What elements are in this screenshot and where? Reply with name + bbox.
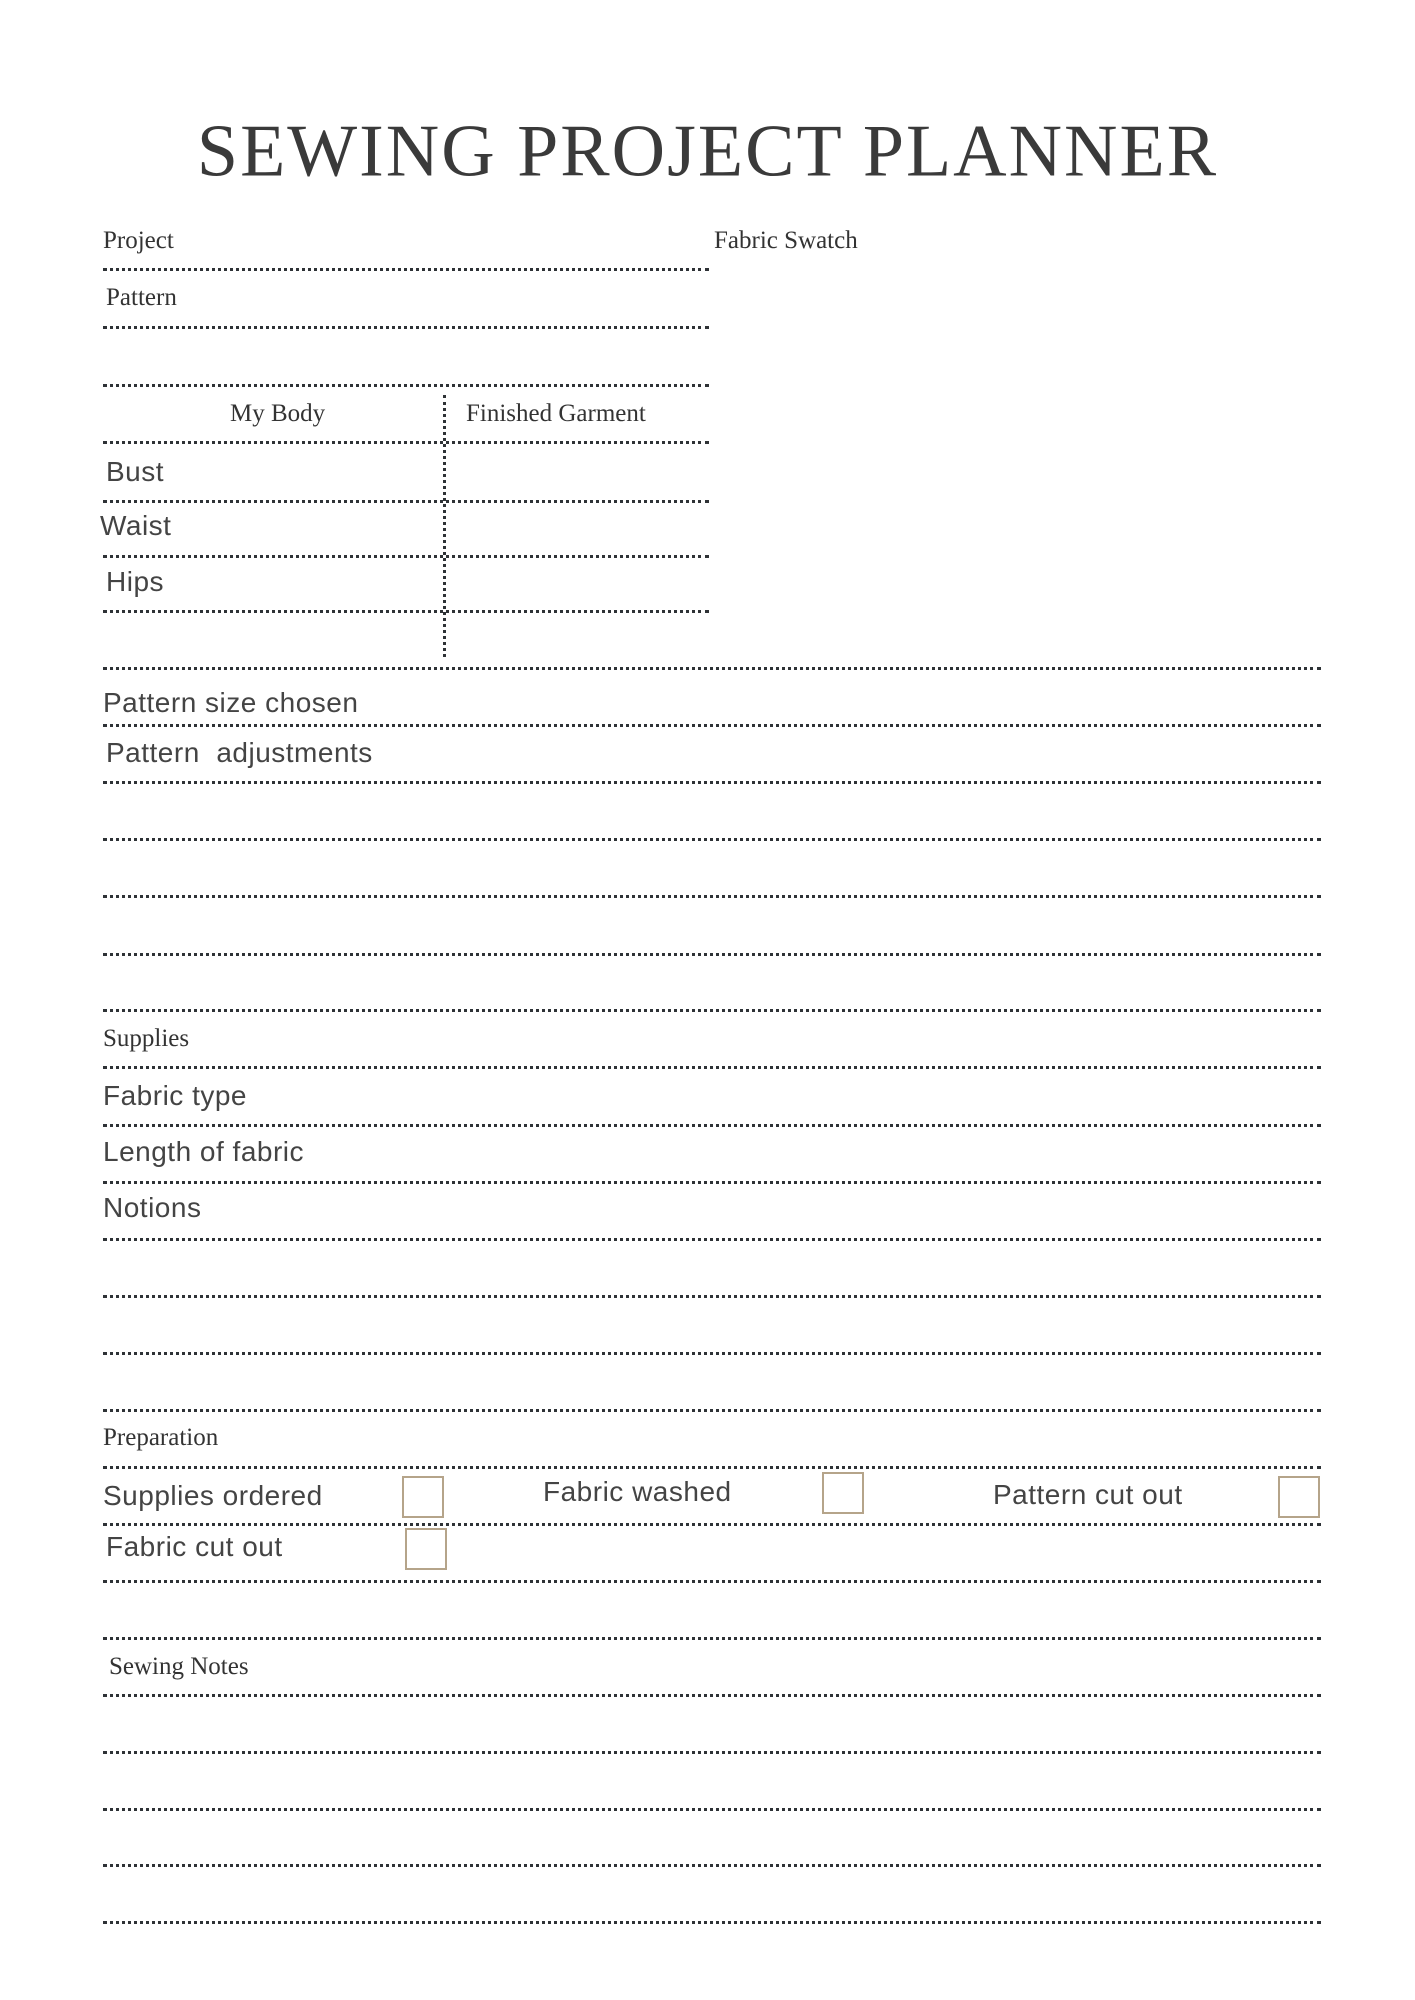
pattern-line[interactable]	[103, 326, 709, 329]
waist-label: Waist	[100, 510, 172, 541]
writing-line[interactable]	[103, 953, 1321, 956]
supplies-ordered-checkbox[interactable]	[402, 1476, 444, 1518]
notes-line[interactable]	[103, 1808, 1321, 1811]
pattern-cut-out-label: Pattern cut out	[993, 1479, 1183, 1510]
writing-line[interactable]	[103, 1009, 1321, 1012]
preparation-heading: Preparation	[103, 1424, 219, 1451]
pattern-label: Pattern	[106, 284, 177, 311]
notes-line[interactable]	[103, 1751, 1321, 1754]
bust-line[interactable]	[103, 500, 709, 503]
column-divider	[443, 395, 446, 657]
supplies-ordered-label: Supplies ordered	[103, 1480, 323, 1511]
supplies-heading: Supplies	[103, 1025, 190, 1052]
supplies-line	[103, 1066, 1321, 1069]
fabric-swatch-label: Fabric Swatch	[714, 227, 858, 254]
hips-line[interactable]	[103, 610, 709, 613]
preparation-row-line	[103, 1580, 1321, 1583]
divider-line	[103, 667, 1321, 670]
writing-line[interactable]	[103, 838, 1321, 841]
notions-label: Notions	[103, 1192, 202, 1223]
writing-line[interactable]	[103, 781, 1321, 784]
fabric-type-line[interactable]	[103, 1124, 1321, 1127]
pattern-cut-out-checkbox[interactable]	[1278, 1476, 1320, 1518]
preparation-row-line	[103, 1523, 1321, 1526]
my-body-header: My Body	[230, 400, 326, 427]
hips-label: Hips	[106, 566, 165, 597]
writing-line[interactable]	[103, 1295, 1321, 1298]
fabric-washed-checkbox[interactable]	[822, 1472, 864, 1514]
notions-line[interactable]	[103, 1238, 1321, 1241]
page-title: SEWING PROJECT PLANNER	[196, 110, 1219, 193]
fabric-washed-label: Fabric washed	[543, 1476, 732, 1507]
project-line[interactable]	[103, 268, 709, 271]
pattern-adjustments-label: Pattern adjustments	[106, 737, 373, 768]
writing-line[interactable]	[103, 1637, 1321, 1640]
pattern-line-2[interactable]	[103, 384, 709, 387]
notes-line[interactable]	[103, 1921, 1321, 1924]
writing-line[interactable]	[103, 895, 1321, 898]
fabric-type-label: Fabric type	[103, 1080, 247, 1111]
fabric-cut-out-checkbox[interactable]	[405, 1528, 447, 1570]
waist-line[interactable]	[103, 555, 709, 558]
length-of-fabric-label: Length of fabric	[103, 1136, 305, 1167]
table-line	[103, 441, 709, 444]
project-label: Project	[103, 227, 174, 254]
pattern-size-line[interactable]	[103, 724, 1321, 727]
pattern-size-label: Pattern size chosen	[103, 687, 359, 718]
notes-line[interactable]	[103, 1864, 1321, 1867]
sewing-notes-heading: Sewing Notes	[109, 1653, 249, 1680]
preparation-line	[103, 1466, 1321, 1469]
length-line[interactable]	[103, 1181, 1321, 1184]
writing-line[interactable]	[103, 1409, 1321, 1412]
notes-line[interactable]	[103, 1694, 1321, 1697]
fabric-cut-out-label: Fabric cut out	[106, 1531, 283, 1562]
bust-label: Bust	[106, 456, 165, 487]
finished-garment-header: Finished Garment	[466, 400, 646, 427]
writing-line[interactable]	[103, 1352, 1321, 1355]
